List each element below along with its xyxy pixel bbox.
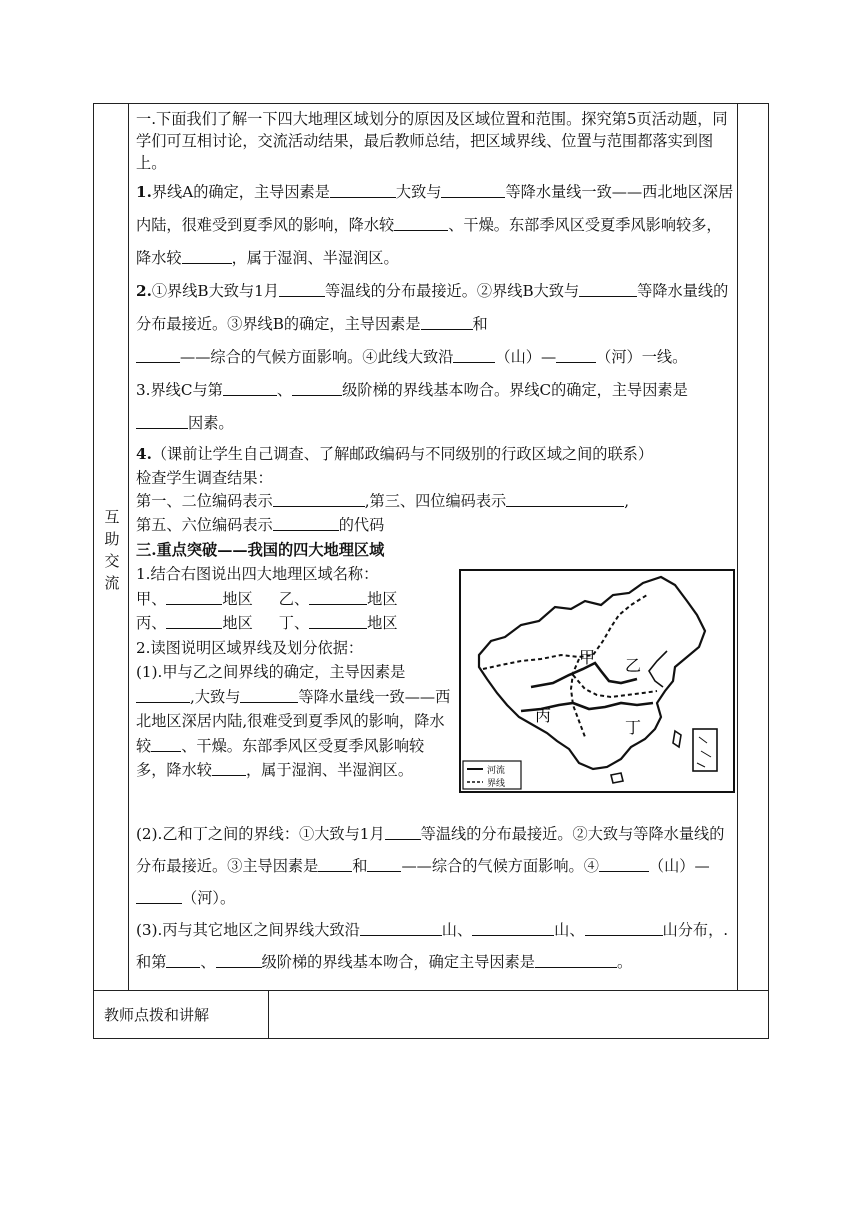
answer-blank[interactable] (136, 889, 182, 904)
side-label-mutual-exchange (96, 506, 128, 594)
question-text: 第一、二位编码表示 (136, 492, 273, 510)
question-number: 2. (136, 282, 152, 300)
question-text: (1).甲与乙之间界线的确定，主导因素是 (136, 663, 406, 681)
answer-blank[interactable] (394, 216, 448, 231)
question-number: 1. (136, 183, 152, 201)
table-divider (128, 103, 129, 991)
question-text: 。 (616, 953, 633, 971)
answer-blank[interactable] (309, 590, 367, 605)
answer-blank[interactable] (136, 414, 188, 429)
question-text: 、干燥。东部季风区受夏季风影响较多，降水较 (136, 216, 722, 267)
table-divider (268, 990, 269, 1039)
question-text: 和 (472, 315, 488, 333)
question-text: ——综合的气候方面影响。④此线大致沿 (180, 348, 454, 366)
side-label-char: 交 (104, 552, 120, 570)
side-label-char: 互 (104, 508, 120, 526)
question-text: ，属于湿润、半湿润区。 (245, 761, 413, 780)
region-suffix: 地区 (367, 589, 398, 608)
question-text: 等温线的分布最接近。②界线B大致与 (325, 282, 580, 300)
s3-question-2: 2.读图说明区域界线及划分依据： (136, 638, 364, 657)
table-divider (737, 103, 738, 991)
s3-q2-part-2 (136, 818, 734, 914)
answer-blank[interactable] (360, 921, 442, 936)
question-text: 因素。 (188, 414, 234, 432)
hainan-island (611, 773, 623, 783)
map-label-jia: 甲 (579, 648, 596, 667)
content-upper (136, 108, 734, 537)
teacher-guidance-cell[interactable] (270, 992, 767, 1037)
answer-blank[interactable] (216, 953, 262, 968)
s3-question-1: 1.结合右图说出四大地理区域名称： (136, 565, 379, 583)
question-text: （河）一线。 (596, 348, 688, 366)
answer-blank[interactable] (441, 183, 505, 198)
region-label: 丁、 (278, 614, 310, 632)
region-label: 乙、 (278, 589, 310, 608)
answer-blank[interactable] (136, 688, 190, 703)
answer-blank[interactable] (535, 953, 617, 968)
teacher-guidance-label: 教师点拨和讲解 (104, 1006, 210, 1024)
question-text: , (624, 492, 630, 510)
map-label-ding: 丁 (625, 718, 642, 737)
question-text: （河）。 (182, 889, 236, 907)
coast-line (649, 651, 667, 687)
question-text: 的代码 (338, 515, 385, 534)
question-text: 界线A的确定，主导因素是 (151, 183, 330, 201)
question-2 (136, 275, 734, 374)
answer-blank[interactable] (136, 348, 180, 363)
map-label-bing: 丙 (535, 706, 552, 725)
side-label-char: 流 (104, 574, 120, 592)
question-text: 、干燥。东部季风区受夏季风影响较多，降水较 (136, 736, 425, 780)
intro-paragraph: 一.下面我们了解一下四大地理区域划分的原因及区域位置和范围。探究第5页活动题，同学们可互相讨论，交流活动结果，最后教师总结，把区域界线、位置与范围都落实到图上。 (136, 110, 728, 172)
answer-blank[interactable] (506, 492, 624, 507)
side-label-char: 助 (104, 530, 120, 548)
region-names-row-1 (136, 587, 451, 612)
answer-blank[interactable] (182, 249, 232, 264)
question-text: 、 (276, 381, 293, 399)
question-text: 等降水量线一致——西北地区深居内陆，很难受到夏季风的影响，降水较 (136, 183, 734, 234)
answer-blank[interactable] (318, 857, 352, 872)
answer-blank[interactable] (166, 590, 222, 605)
question-text: 大致与 (395, 183, 442, 201)
section-3-lower (136, 818, 734, 978)
question-text: 山分布，.和第 (136, 921, 729, 971)
question-text: 级阶梯的界线基本吻合。界线C的确定，主导因素是 (342, 381, 688, 399)
china-regions-map (459, 569, 735, 793)
legend-border-label: 界线 (487, 779, 506, 789)
south-china-sea-inset (693, 729, 717, 771)
question-text: ——综合的气候方面影响。④ (401, 857, 599, 875)
map-label-yi: 乙 (625, 656, 642, 675)
s3-q2-part-1 (136, 660, 451, 783)
section-3-left (136, 538, 451, 783)
answer-blank[interactable] (385, 825, 421, 840)
question-text: （课前让学生自己调查、了解邮政编码与不同级别的行政区域之间的联系） (151, 445, 654, 463)
region-label: 丙、 (136, 614, 167, 632)
question-text: 和 (352, 857, 368, 875)
answer-blank[interactable] (472, 921, 554, 936)
region-suffix: 地区 (222, 589, 253, 608)
taiwan-island (673, 731, 681, 747)
question-text: 3.界线C与第 (136, 381, 223, 399)
region-suffix: 地区 (222, 614, 253, 632)
answer-blank[interactable] (273, 492, 365, 507)
region-names-row-2 (136, 611, 451, 636)
map-drawing (461, 571, 733, 791)
question-text: 检查学生调查结果： (136, 468, 273, 487)
answer-blank[interactable] (599, 857, 649, 872)
question-text: 等温线的分布最接近。②大致与等降水量线的分布最接近。③主导因素是 (136, 825, 725, 875)
question-text: 山、 (554, 921, 585, 939)
answer-blank[interactable] (292, 381, 342, 396)
question-text: ①界线B大致与1月 (151, 282, 279, 300)
question-3 (136, 374, 734, 440)
answer-blank[interactable] (240, 688, 298, 703)
answer-blank[interactable] (273, 516, 339, 531)
boundary-line-b (573, 675, 657, 697)
legend-river-label: 河流 (487, 766, 506, 776)
question-number: 4. (136, 445, 152, 463)
country-outline (479, 577, 705, 769)
answer-blank[interactable] (309, 614, 367, 629)
question-text: (2).乙和丁之间的界线：①大致与1月 (136, 825, 385, 843)
boundary-line-a (483, 595, 647, 669)
map-legend (463, 761, 521, 789)
section-3-title: 三.重点突破——我国的四大地理区域 (136, 541, 385, 559)
region-label: 甲、 (136, 589, 167, 608)
question-text: 、 (200, 953, 216, 971)
answer-blank[interactable] (330, 183, 396, 198)
s3-q2-part-3 (136, 914, 734, 978)
answer-blank[interactable] (212, 761, 246, 776)
question-text: ,大致与 (190, 687, 241, 706)
question-text: ,第三、四位编码表示 (364, 492, 507, 510)
question-text: 级阶梯的界线基本吻合，确定主导因素是 (261, 953, 535, 971)
question-1 (136, 176, 734, 275)
question-4 (136, 443, 734, 537)
table-divider (93, 990, 769, 991)
answer-blank[interactable] (453, 348, 495, 363)
answer-blank[interactable] (223, 381, 277, 396)
question-text: （山）— (495, 348, 557, 366)
question-text: 等降水量线一致——西北地区深居内陆,很难受到夏季风的影响，降水较 (136, 687, 451, 755)
answer-blank[interactable] (367, 857, 401, 872)
answer-blank[interactable] (421, 315, 473, 330)
question-text: （山）— (648, 857, 710, 875)
question-text: ，属于湿润、半湿润区。 (231, 249, 399, 267)
answer-blank[interactable] (556, 348, 596, 363)
question-text: 等降水量线的分布最接近。③界线B的确定，主导因素是 (136, 282, 729, 333)
answer-blank[interactable] (166, 614, 222, 629)
answer-blank[interactable] (151, 737, 181, 752)
answer-blank[interactable] (579, 282, 637, 297)
answer-blank[interactable] (279, 282, 325, 297)
region-suffix: 地区 (367, 614, 398, 632)
question-text: (3).丙与其它地区之间界线大致沿 (136, 921, 360, 939)
question-text: 山、 (441, 921, 473, 939)
question-text: 第五、六位编码表示 (136, 515, 273, 534)
answer-blank[interactable] (585, 921, 663, 936)
answer-blank[interactable] (166, 953, 200, 968)
